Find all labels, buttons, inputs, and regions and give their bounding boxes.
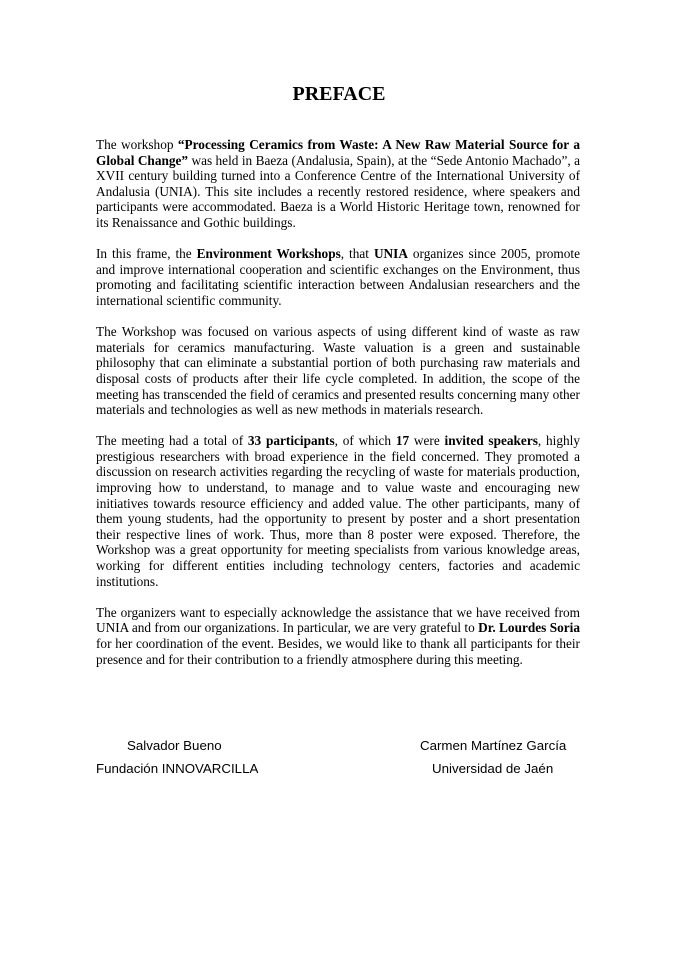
paragraph-1-text-1: The workshop <box>96 137 178 152</box>
signature-right-name: Carmen Martínez García <box>420 738 567 753</box>
paragraph-2-text-2: , that <box>340 246 374 262</box>
paragraph-4 <box>96 433 580 589</box>
paragraph-3 <box>96 324 580 418</box>
paragraph-1-text-2: was held in Baeza (Andalusia, Spain), at the “Sede Antonio Machado”, a XVII century building turned into a Conference Centre of the International University of Andalusia (UNIA). This site includes a recently restored residence, where speakers and participants were accommodated. Baeza is a World Historic Heritage town, renowned for its Renaissance and Gothic buildings. <box>96 152 580 230</box>
paragraph-5 <box>96 605 580 667</box>
workshop-title: “Processing Ceramics from Waste: A New Raw Material Source for a Global Change” <box>96 137 580 168</box>
paragraph-2-text-3: organizes since 2005, promote and improve international cooperation and scientific exchanges on the Environment, thus promoting and facilitating scientific interaction between Andalusian researchers and the international scientific community. <box>96 246 580 308</box>
signature-left-org: Fundación INNOVARCILLA <box>96 761 259 776</box>
paragraph-1 <box>96 137 580 231</box>
paragraph-2-text-1: In this frame, the <box>96 246 197 262</box>
participants-count: 33 participants <box>247 433 335 449</box>
paragraph-5-text-2: for her coordination of the event. Besides, we would like to thank all participants for their presence and for their contribution to a friendly atmosphere during this meeting. <box>96 636 580 667</box>
preface-body <box>96 137 580 683</box>
environment-workshops-term: Environment Workshops <box>196 246 341 262</box>
paragraph-5-text-1: The organizers want to especially acknowledge the assistance that we have received from UNIA and from our organizations. In particular, we are very grateful to <box>96 604 580 636</box>
invited-speakers-term: invited speakers <box>444 433 538 449</box>
paragraph-3-text-1: The Workshop was focused on various aspects of using different kind of waste as raw materials for ceramics manufacturing. Waste valuation is a green and sustainable philosophy that can eliminate a substantial portion of both purchasing raw materials and disposal costs of products after their life cycle completed. In addition, the scope of the meeting has transcended the field of ceramics and presented results concerning many other materials and technologies as well as new methods in materials research. <box>96 324 580 418</box>
unia-term: UNIA <box>373 246 408 262</box>
speakers-count: 17 <box>395 433 410 449</box>
paragraph-2 <box>96 246 580 308</box>
paragraph-4-text-4: , highly prestigious researchers with broad experience in the field concerned. They promoted a discussion on research activities regarding the recycling of waste for materials production, improving how to understand, to manage and to value waste and encouraging new initiatives towards resource efficiency and added value. The other participants, many of them young students, had the opportunity to present by poster and a short presentation their respective lines of work. Thus, more than 8 poster were exposed. Therefore, the Workshop was a great opportunity for meeting specialists from various knowledge areas, working for different entities including technology centers, factories and academic institutions. <box>96 433 580 589</box>
signature-left-name: Salvador Bueno <box>127 738 222 753</box>
coordinator-name: Dr. Lourdes Soria <box>478 620 580 636</box>
paragraph-4-text-2: , of which <box>334 433 396 449</box>
paragraph-4-text-1: The meeting had a total of <box>96 433 248 449</box>
page-title: PREFACE <box>292 83 386 105</box>
signature-right-org: Universidad de Jaén <box>432 761 554 776</box>
paragraph-4-text-3: were <box>409 433 445 449</box>
